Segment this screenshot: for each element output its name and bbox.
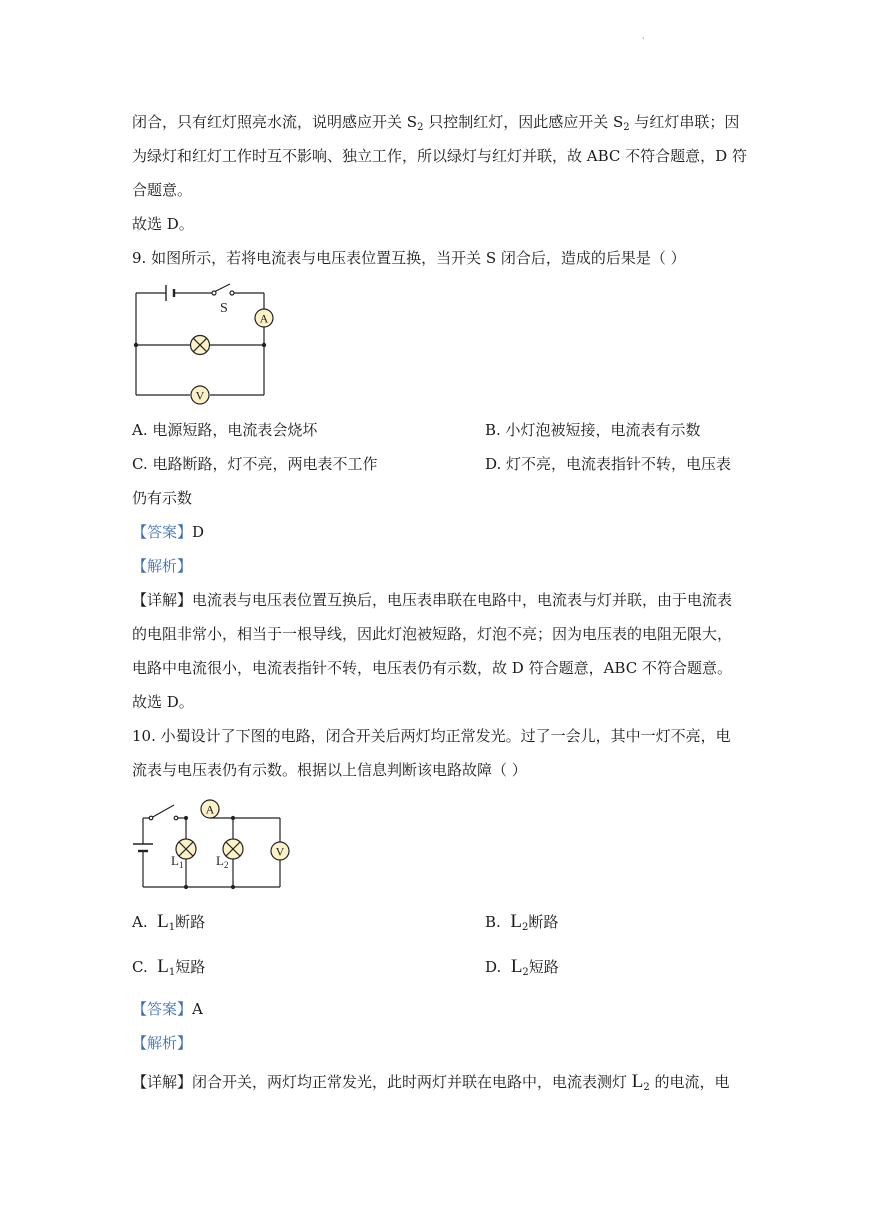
q9-circuit-diagram: [126, 280, 286, 410]
q9-analysis-tag: 【解析】: [132, 557, 193, 575]
q10-circuit-diagram: [128, 795, 298, 895]
q10-analysis-tag: 【解析】: [132, 1034, 193, 1052]
q8-explanation-line-2: 为绿灯和红灯工作时互不影响、独立工作，所以绿灯与红灯并联，故 ABC 不符合题意，D 符: [132, 147, 747, 165]
q9-conclusion: 故选 D。: [132, 693, 194, 711]
q10-option-c: C. $L_1$短路: [132, 956, 206, 978]
q10-detail-line-1: 【详解】闭合开关，两灯均正常发光，此时两灯并联在电路中，电流表测灯 $L_2$ 的电流，电: [132, 1071, 730, 1093]
lamp-l2-label: $L_2$: [216, 853, 229, 870]
q10-stem-line-2: 流表与电压表仍有示数。根据以上信息判断该电路故障（ ）: [132, 761, 527, 779]
q10-option-a: A. $L_1$断路: [132, 911, 206, 933]
q10-option-d: D. $L_2$短路: [485, 956, 559, 978]
q8-explanation-line-3: 合题意。: [132, 181, 193, 199]
voltmeter-label: V: [195, 388, 205, 403]
q9-detail-line-3: 电路中电流很小，电流表指针不转，电压表仍有示数，故 D 符合题意，ABC 不符合题意。: [132, 659, 732, 677]
q9-stem: 9. 如图所示，若将电流表与电压表位置互换，当开关 S 闭合后，造成的后果是（ ）: [132, 249, 686, 267]
ammeter-label: A: [259, 311, 269, 326]
page-dot: ·: [642, 34, 645, 43]
q9-option-d-cont: 仍有示数: [132, 489, 193, 507]
q8-conclusion: 故选 D。: [132, 215, 194, 233]
q10-stem-line-1: 10. 小蜀设计了下图的电路，闭合开关后两灯均正常发光。过了一会儿，其中一灯不亮，电: [132, 727, 731, 745]
q9-option-a: A. 电源短路，电流表会烧坏: [132, 421, 318, 439]
q9-option-c: C. 电路断路，灯不亮，两电表不工作: [132, 455, 378, 473]
lamp-l1-label: $L_1$: [171, 853, 184, 870]
q9-detail-line-2: 的电阻非常小，相当于一根导线，因此灯泡被短路，灯泡不亮；因为电压表的电阻无限大，: [132, 625, 733, 643]
lamp-symbol: [191, 336, 210, 355]
lamp-l2-symbol: [223, 839, 243, 859]
q9-option-b: B. 小灯泡被短接，电流表有示数: [485, 421, 701, 439]
ammeter-label: A: [205, 802, 215, 817]
q9-option-d: D. 灯不亮，电流表指针不转，电压表: [485, 455, 732, 473]
switch-label: S: [220, 301, 228, 316]
voltmeter-label: V: [275, 844, 285, 859]
q10-option-b: B. $L_2$断路: [485, 911, 559, 933]
q9-detail-line-1: 【详解】电流表与电压表位置互换后，电压表串联在电路中，电流表与灯并联，由于电流表: [132, 591, 733, 609]
q8-explanation-line-1: 闭合，只有红灯照亮水流，说明感应开关 $S_2$ 只控制红灯，因此感应开关 $S_2$ 与红灯串联；因: [132, 113, 740, 133]
q10-answer: 【答案】A: [132, 1000, 203, 1018]
lamp-l1-symbol: [176, 839, 196, 859]
q9-answer: 【答案】D: [132, 523, 205, 541]
